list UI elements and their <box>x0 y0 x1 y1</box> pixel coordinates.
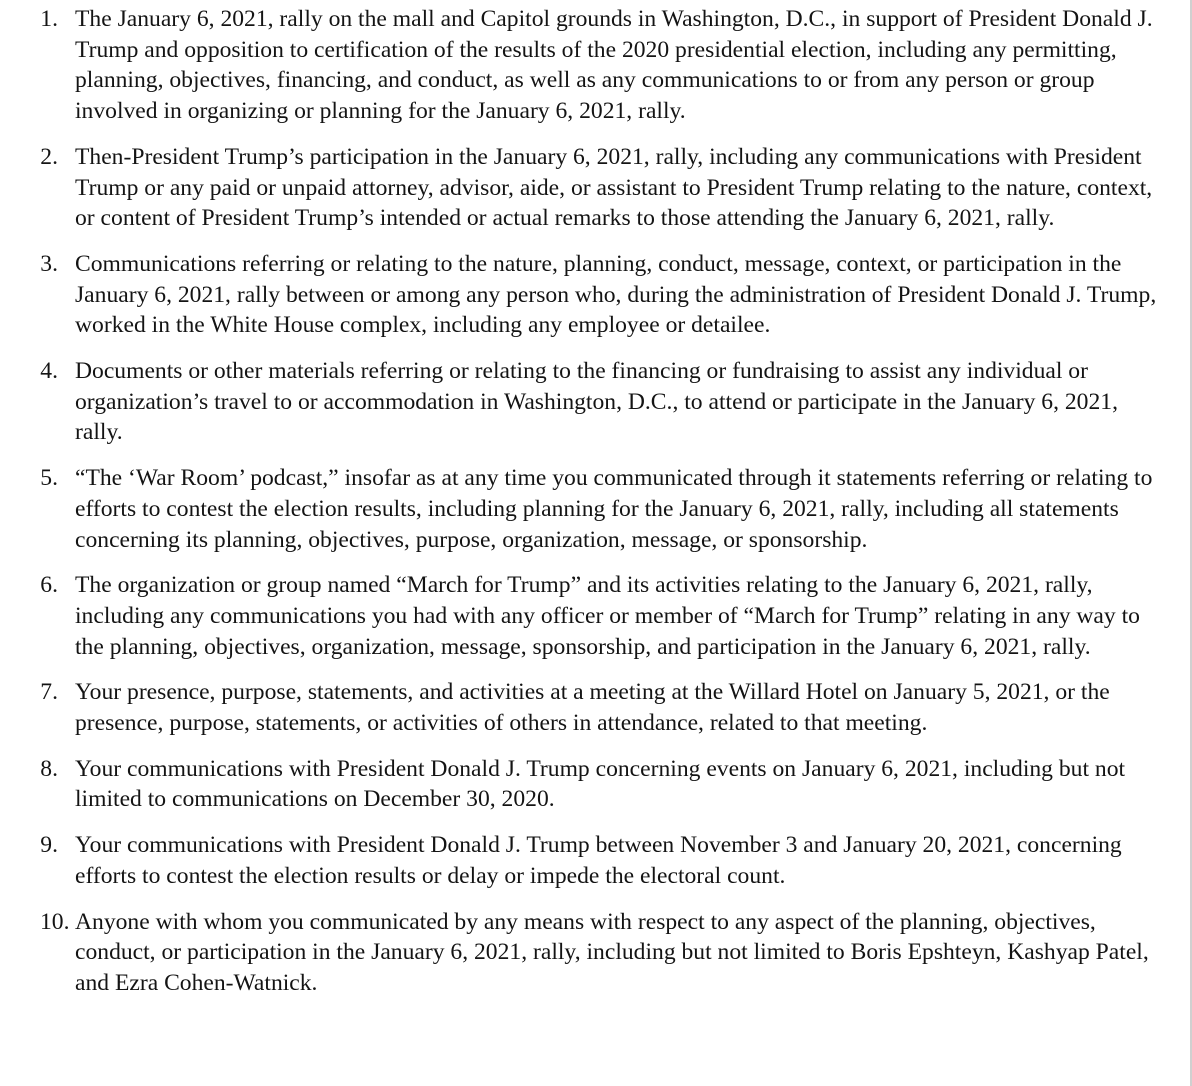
item-text: Anyone with whom you communicated by any means with respect to any aspect of the planning, objectives, conduct, or participation in the January 6, 2021, rally, including but not limited to Boris Epshteyn, Kashyap Patel, and Ezra Cohen-Watnick. <box>75 908 1149 996</box>
list-item <box>0 4 1192 127</box>
item-number: 6. <box>40 572 58 599</box>
list-item <box>0 754 1192 815</box>
list-item <box>0 356 1192 448</box>
item-text: The organization or group named “March for Trump” and its activities relating to the January 6, 2021, rally, including any communications you had with any officer or member of “March for Trump” relating in any way to the planning, objectives, organization, message, sponsorship, and participation in the January 6, 2021, rally. <box>75 572 1140 660</box>
list-item <box>0 463 1192 555</box>
item-number: 9. <box>40 832 58 859</box>
list-item <box>0 677 1192 738</box>
item-number: 10. <box>40 908 70 935</box>
item-number: 1. <box>40 6 58 32</box>
list-item <box>0 142 1192 234</box>
item-text: Then-President Trump’s participation in the January 6, 2021, rally, including any communications with President Trump or any paid or unpaid attorney, advisor, aide, or assistant to President Trump relating to the nature, context, or content of President Trump’s intended or actual remarks to those attending the January 6, 2021, rally. <box>75 143 1153 232</box>
item-text: Communications referring or relating to the nature, planning, conduct, message, context, or participation in the January 6, 2021, rally between or among any person who, during the administration of President Donald J. Trump, worked in the White House complex, including any employee or detailee. <box>75 250 1157 339</box>
item-number: 3. <box>40 250 58 277</box>
item-text: Documents or other materials referring or relating to the financing or fundraising to assist any individual or organization’s travel to or accommodation in Washington, D.C., to attend or participate in the January 6, 2021, rally. <box>75 358 1118 446</box>
list-item <box>0 570 1192 662</box>
item-text: Your presence, purpose, statements, and activities at a meeting at the Willard Hotel on January 5, 2021, or the presence, purpose, statements, or activities of others in attendance, related to that meeting. <box>75 679 1110 737</box>
numbered-request-list <box>0 4 1192 1014</box>
list-item <box>0 249 1192 341</box>
list-item <box>0 830 1192 891</box>
item-text: Your communications with President Donald J. Trump concerning events on January 6, 2021, including but not limited to communications on December 30, 2020. <box>75 755 1126 813</box>
item-number: 7. <box>40 679 58 706</box>
item-number: 4. <box>40 358 58 385</box>
list-item <box>0 907 1192 999</box>
item-text: “The ‘War Room’ podcast,” insofar as at any time you communicated through it statements referring or relating to efforts to contest the election results, including planning for the January 6, 2021, rally, including all statements concerning its planning, objectives, purpose, organization, message, or sponsorship. <box>75 465 1153 553</box>
item-number: 2. <box>40 143 58 170</box>
item-text: Your communications with President Donald J. Trump between November 3 and January 20, 2021, concerning efforts to contest the election results or delay or impede the electoral count. <box>75 832 1122 889</box>
item-number: 5. <box>40 465 58 492</box>
item-text: The January 6, 2021, rally on the mall and Capitol grounds in Washington, D.C., in support of President Donald J. Trump and opposition to certification of the results of the 2020 presidential election, including any permitting, planning, objectives, financing, and conduct, as well as any communications to or from any person or group involved in organizing or planning for the January 6, 2021, rally. <box>75 6 1153 125</box>
item-number: 8. <box>40 755 58 782</box>
